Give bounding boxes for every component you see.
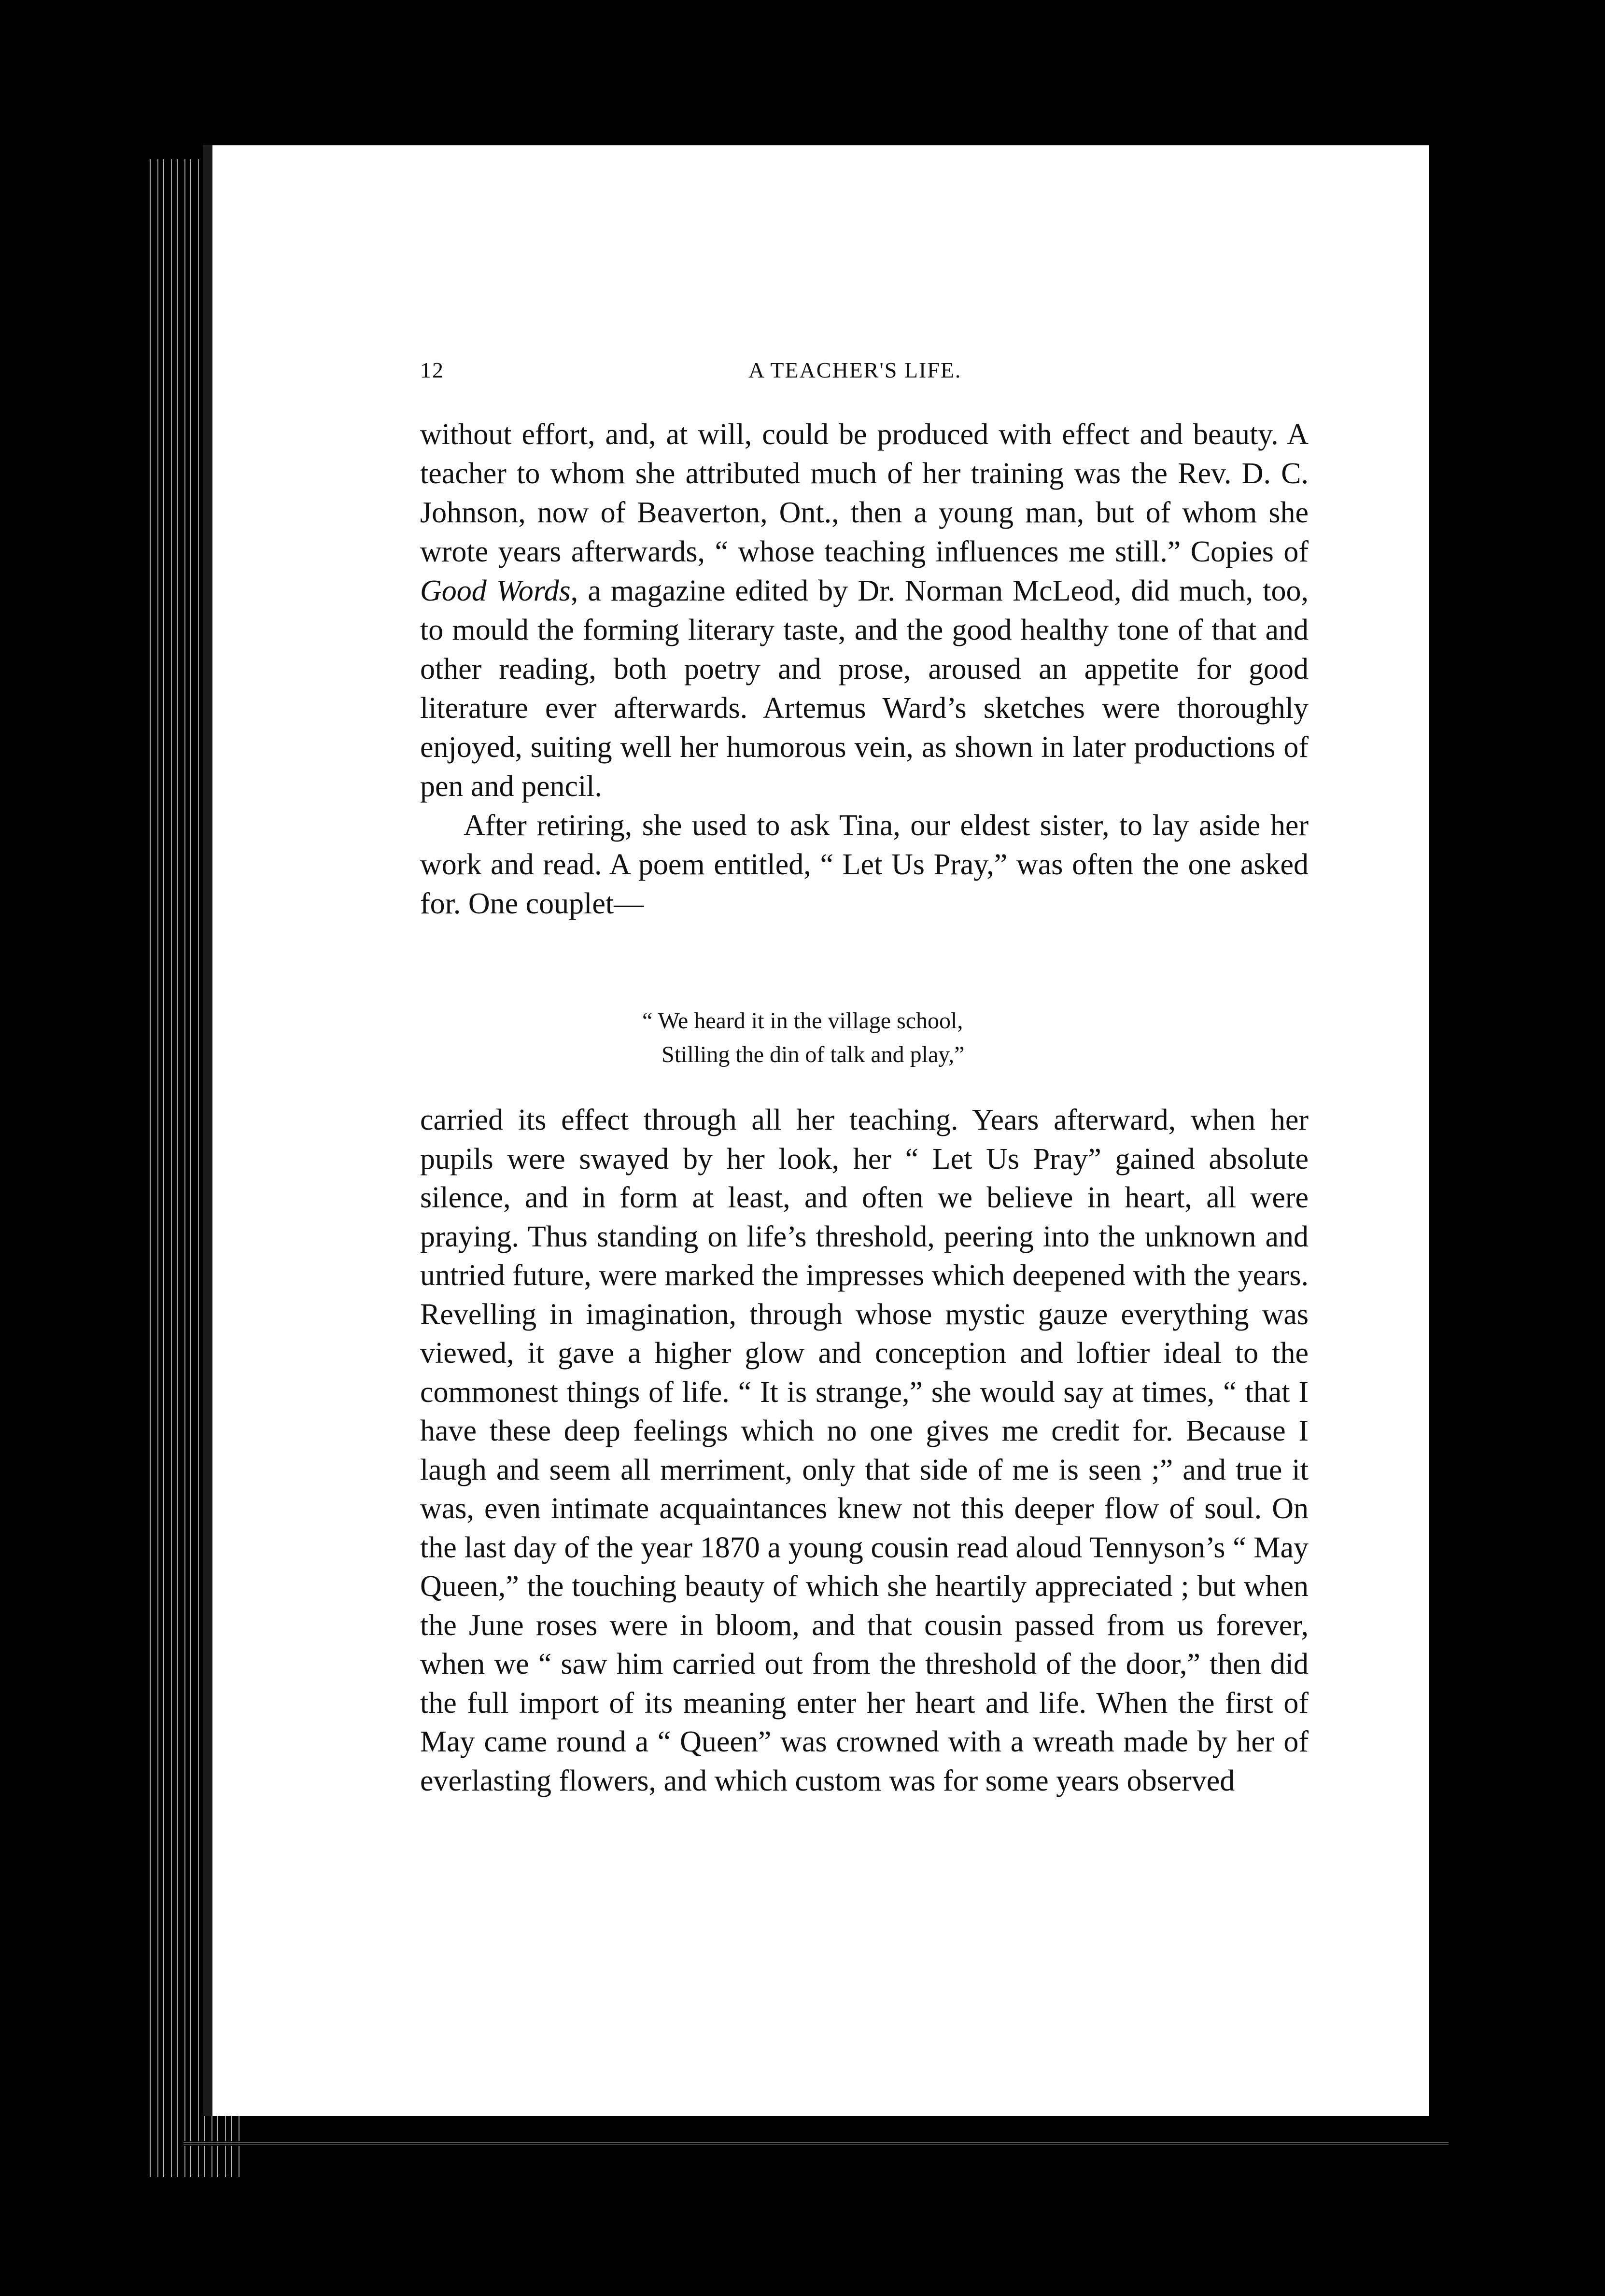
quote-line-1: “ We heard it in the village school, [642, 1008, 963, 1034]
poem-quote [642, 1004, 1125, 1072]
body-text-top [420, 415, 1309, 924]
quote-line-2: Stilling the din of talk and play,” [662, 1042, 965, 1067]
page-bottom-edge [183, 2141, 1449, 2146]
paragraph-1 [420, 415, 1309, 806]
paragraph-3: carried its effect through all her teaching. Years afterward, when her pupils were swayed by her look, her “ Let Us Pray” gained absolute silence, and in form at least, and often we believe in heart, all were praying. Thus standing on life’s threshold, peering into the unknown and untried future, were marked the impresses which deepened with the years. Revelling in imagination, through whose mystic gauze everything was viewed, it gave a higher glow and conception and loftier ideal to the commonest things of life. “ It is strange,” she would say at times, “ that I have these deep feelings which no one gives me credit for. Because I laugh and seem all merriment, only that side of me is seen ;” and true it was, even intimate acquaintances knew not this deeper flow of soul. On the last day of the year 1870 a young cousin read aloud Tennyson’s “ May Queen,” the touching beauty of which she heartily appreciated ; but when the June roses were in bloom, and that cousin passed from us forever, when we “ saw him carried out from the threshold of the door,” then did the full import of its meaning enter her heart and life. When the first of May came round a “ Queen” was crowned with a wreath made by her of everlasting flowers, and which custom was for some years observed [420, 1104, 1309, 1797]
running-title: A TEACHER'S LIFE. [748, 358, 962, 382]
magazine-title: Good Words [420, 574, 571, 607]
body-text-bottom [420, 1101, 1309, 1800]
paragraph-2: After retiring, she used to ask Tina, our eldest sister, to lay aside her work and read. A poem entitled, “ Let Us Pray,” was often the one asked for. One couplet— [420, 809, 1309, 920]
paragraph-1-text: without effort, and, at will, could be produced with effect and beauty. A teacher to whom she attributed much of her training was the Rev. D. C. Johnson, now of Beaverton, Ont., then a young man, but of whom she wrote years afterwards, “ whose teaching influences me still.” Copies of [420, 418, 1309, 568]
running-head [420, 357, 1309, 391]
paragraph-1-rest: , a magazine edited by Dr. Norman McLeod, did much, too, to mould the forming literary taste, and the good healthy tone of that and other reading, both poetry and prose, aroused an appetite for good literature ever afterwards. Artemus Ward’s sketches were thoroughly enjoyed, suiting well her humorous vein, as shown in later productions of pen and pencil. [420, 574, 1309, 803]
page-number: 12 [420, 358, 444, 382]
